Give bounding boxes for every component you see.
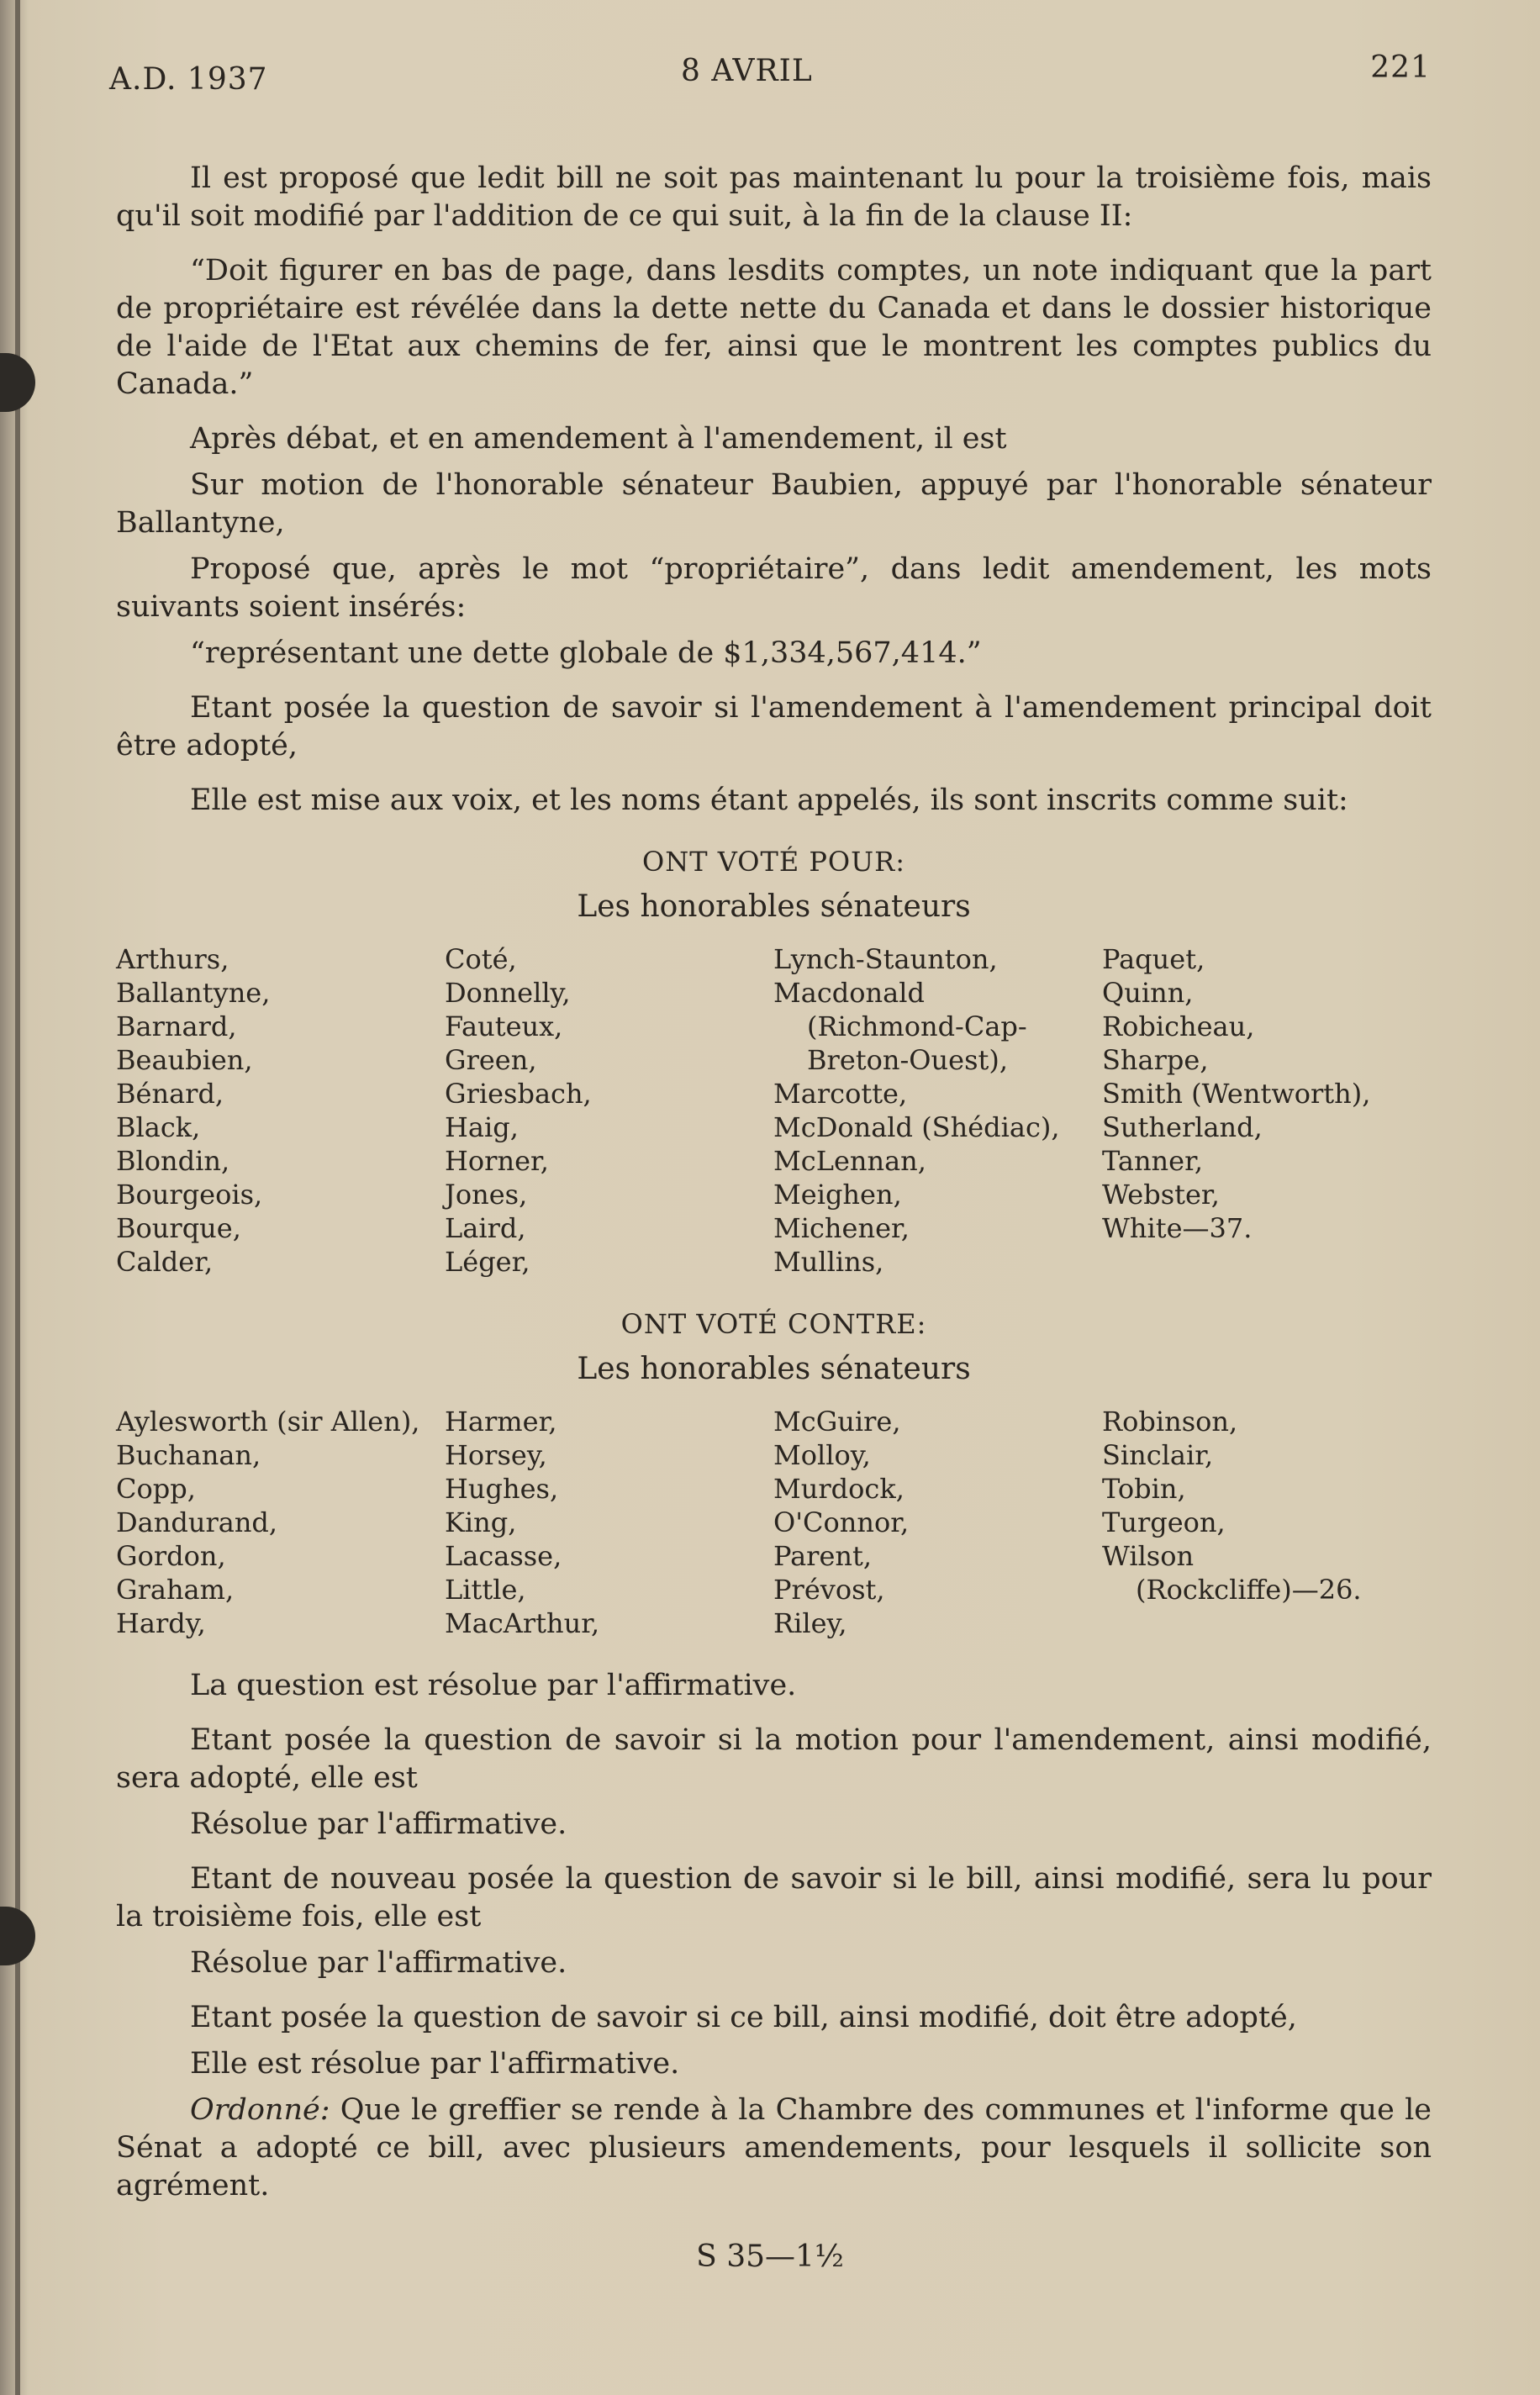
senator-name: Meighen, xyxy=(773,1179,902,1211)
paragraph-question: Etant posée la question de savoir si l'amendement à l'amendement principal doit être adopté, xyxy=(116,691,1432,762)
paragraph-order xyxy=(116,2092,1432,2205)
senator-name: Michener, xyxy=(773,1212,910,1244)
senator-name: Riley, xyxy=(773,1607,847,1639)
senator-name: Hardy, xyxy=(116,1607,206,1639)
senator-name: Sutherland, xyxy=(1102,1111,1263,1143)
senator-name: Bénard, xyxy=(116,1078,224,1110)
senator-name: Tanner, xyxy=(1102,1145,1204,1177)
senator-name: Ballantyne, xyxy=(116,977,271,1009)
senator-name: McGuire, xyxy=(773,1406,901,1438)
vote-against-col-4 xyxy=(1102,1405,1431,1640)
senator-name: Sinclair, xyxy=(1102,1439,1214,1471)
senator-name: Smith (Wentworth), xyxy=(1102,1078,1371,1110)
paragraph-resolved-4: Elle est résolue par l'affirmative. xyxy=(190,2047,680,2081)
senator-name-continued: (Richmond-Cap- xyxy=(807,1010,1027,1042)
senator-name: Arthurs, xyxy=(116,943,229,975)
senator-name: Donnelly, xyxy=(445,977,571,1009)
paragraph-third-reading-question: Etant de nouveau posée la question de savoir si le bill, ainsi modifié, sera lu pour la troisième fois, elle est xyxy=(116,1862,1432,1933)
paragraph-motion: Sur motion de l'honorable sénateur Baubien, appuyé par l'honorable sénateur Ballantyne, xyxy=(116,468,1432,540)
senator-name: Molloy, xyxy=(773,1439,871,1471)
senator-name: Buchanan, xyxy=(116,1439,261,1471)
order-text: Que le greffier se rende à la Chambre des communes et l'informe que le Sénat a adopté ce bill, avec plusieurs amendements, pour lesquels il sollicite son agrément. xyxy=(116,2093,1432,2202)
senator-name: Fauteux, xyxy=(445,1010,563,1042)
senator-name: Dandurand, xyxy=(116,1506,278,1538)
senator-name: Coté, xyxy=(445,943,517,975)
senator-name: Parent, xyxy=(773,1540,873,1572)
senator-name: Copp, xyxy=(116,1473,196,1505)
vote-against-col-3 xyxy=(773,1405,1102,1640)
senator-name: Calder, xyxy=(116,1246,214,1278)
senator-name: Bourgeois, xyxy=(116,1179,263,1211)
senator-name: Hughes, xyxy=(445,1473,559,1505)
senator-name-continued: Breton-Ouest), xyxy=(807,1044,1009,1076)
senator-name: Gordon, xyxy=(116,1540,226,1572)
senator-name: Prévost, xyxy=(773,1574,885,1606)
vote-against-col-2 xyxy=(445,1405,773,1640)
senator-name: Wilson xyxy=(1102,1540,1195,1572)
vote-for-col-2 xyxy=(445,942,773,1279)
senator-name: Sharpe, xyxy=(1102,1044,1209,1076)
senator-name: Lynch-Staunton, xyxy=(773,943,998,975)
vote-for-col-3 xyxy=(773,942,1102,1279)
senator-name: Paquet, xyxy=(1102,943,1205,975)
senator-name: Little, xyxy=(445,1574,526,1606)
order-label: Ordonné: xyxy=(190,2093,330,2127)
binder-hole-top xyxy=(0,353,35,412)
vote-against-subheading: Les honorables sénateurs xyxy=(577,1352,971,1386)
senator-name: White—37. xyxy=(1102,1212,1253,1244)
signature-mark: S 35—1½ xyxy=(696,2239,844,2274)
paragraph-resolved-3: Résolue par l'affirmative. xyxy=(190,1946,567,1980)
paragraph-amendment-question: Etant posée la question de savoir si la motion pour l'amendement, ainsi modifié, sera adopté, elle est xyxy=(116,1723,1432,1795)
senator-name: Graham, xyxy=(116,1574,235,1606)
senator-name: Bourque, xyxy=(116,1212,241,1244)
senator-name: Black, xyxy=(116,1111,201,1143)
senator-name: Blondin, xyxy=(116,1145,230,1177)
paragraph-proposal: Il est proposé que ledit bill ne soit pas maintenant lu pour la troisième fois, mais qu'il soit modifié par l'addition de ce qui suit, à la fin de la clause II: xyxy=(116,161,1432,233)
senator-name: Horsey, xyxy=(445,1439,547,1471)
senator-name: Jones, xyxy=(445,1179,528,1211)
paragraph-quote: “Doit figurer en bas de page, dans lesdits comptes, un note indiquant que la part de propriétaire est révélée dans la dette nette du Canada et dans le dossier historique de l'aide de l'Etat aux chemins de fer, ainsi que le montrent les comptes publics du Canada.” xyxy=(116,254,1432,401)
senator-name: Laird, xyxy=(445,1212,526,1244)
vote-for-heading: ONT VOTÉ POUR: xyxy=(641,846,905,878)
senator-name: McDonald (Shédiac), xyxy=(773,1111,1060,1143)
senator-name: O'Connor, xyxy=(773,1506,910,1538)
paragraph-vote-call: Elle est mise aux voix, et les noms étant appelés, ils sont inscrits comme suit: xyxy=(190,783,1348,817)
vote-against-col-1 xyxy=(116,1405,445,1640)
binder-hole-bottom xyxy=(0,1907,35,1965)
senator-name: Webster, xyxy=(1102,1179,1220,1211)
senator-name: McLennan, xyxy=(773,1145,926,1177)
paragraph-resolved-2: Résolue par l'affirmative. xyxy=(190,1807,567,1841)
senator-name: Griesbach, xyxy=(445,1078,592,1110)
paragraph-proposed: Proposé que, après le mot “propriétaire”, dans ledit amendement, les mots suivants soient insérés: xyxy=(116,552,1432,624)
vote-for-subheading: Les honorables sénateurs xyxy=(577,889,971,924)
senator-name: Barnard, xyxy=(116,1010,237,1042)
senator-name: Tobin, xyxy=(1102,1473,1186,1505)
senator-name: MacArthur, xyxy=(445,1607,600,1639)
senator-name: Lacasse, xyxy=(445,1540,562,1572)
paragraph-resolved: La question est résolue par l'affirmative. xyxy=(190,1669,797,1702)
senator-name: Macdonald xyxy=(773,977,925,1009)
vote-for-col-1 xyxy=(116,942,445,1279)
document-body xyxy=(116,160,1432,2222)
vote-for-col-4 xyxy=(1102,942,1431,1279)
senator-name: Mullins, xyxy=(773,1246,884,1278)
senator-name: King, xyxy=(445,1506,517,1538)
senator-name: Quinn, xyxy=(1102,977,1194,1009)
paragraph-debate: Après débat, et en amendement à l'amendement, il est xyxy=(190,422,1007,456)
page-header xyxy=(109,50,1431,101)
header-year: A.D. 1937 xyxy=(109,62,268,97)
vote-against-heading: ONT VOTÉ CONTRE: xyxy=(620,1308,927,1340)
senator-name: Robinson, xyxy=(1102,1406,1238,1438)
page-number: 221 xyxy=(1370,50,1431,85)
senator-name: Marcotte, xyxy=(773,1078,908,1110)
paragraph-adoption-question: Etant posée la question de savoir si ce bill, ainsi modifié, doit être adopté, xyxy=(190,2001,1297,2034)
vote-against-list xyxy=(116,1405,1432,1640)
senator-name: Robicheau, xyxy=(1102,1010,1255,1042)
senator-name-continued: (Rockcliffe)—26. xyxy=(1136,1574,1362,1606)
senator-name: Aylesworth (sir Allen), xyxy=(116,1406,420,1438)
senator-name: Beaubien, xyxy=(116,1044,253,1076)
senator-name: Horner, xyxy=(445,1145,549,1177)
senator-name: Harmer, xyxy=(445,1406,557,1438)
vote-for-list xyxy=(116,942,1432,1279)
paragraph-amount: “représentant une dette globale de $1,334,567,414.” xyxy=(190,636,982,670)
senator-name: Green, xyxy=(445,1044,537,1076)
senator-name: Haig, xyxy=(445,1111,519,1143)
senator-name: Turgeon, xyxy=(1102,1506,1226,1538)
header-date: 8 AVRIL xyxy=(681,54,813,88)
senator-name: Léger, xyxy=(445,1246,530,1278)
senator-name: Murdock, xyxy=(773,1473,904,1505)
